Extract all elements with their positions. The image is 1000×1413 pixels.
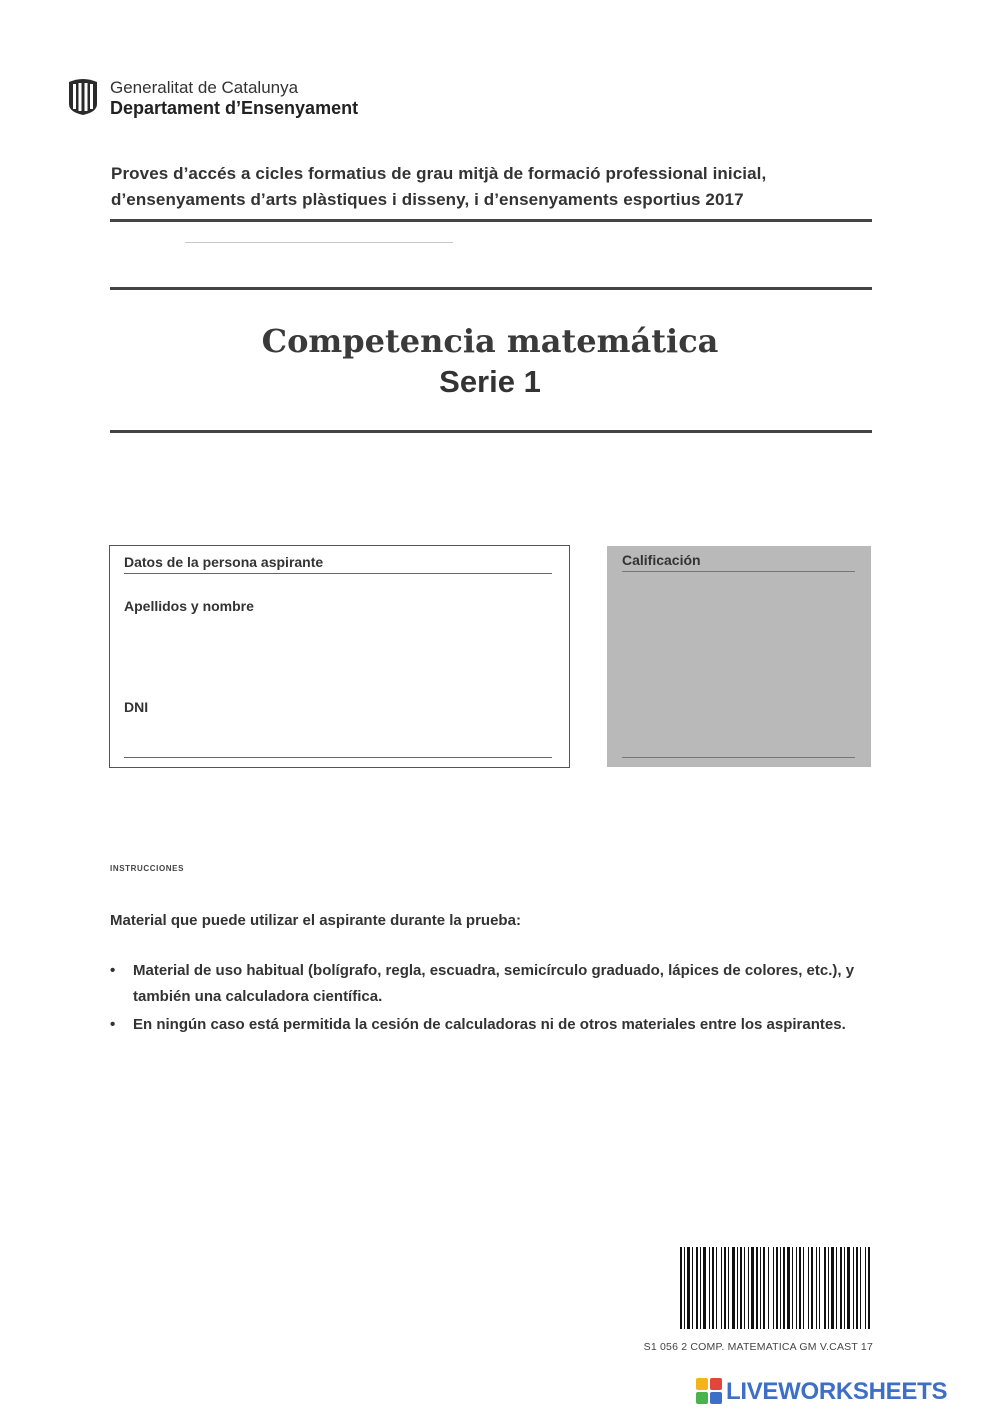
grade-heading-rule	[622, 571, 855, 572]
grade-box	[607, 546, 871, 767]
liveworksheets-logo-icon	[696, 1378, 722, 1404]
page-subtitle: Serie 1	[439, 364, 541, 399]
applicant-heading-rule	[124, 573, 552, 574]
liveworksheets-brand: LIVEWORKSHEETS	[726, 1378, 948, 1405]
header-divider	[110, 219, 872, 222]
list-item: • En ningún caso está permitida la cesión de calculadoras ni de otros materiales entre los aspirantes.	[110, 1016, 846, 1033]
barcode-text: S1 056 2 COMP. MATEMATICA GM V.CAST 17	[643, 1341, 873, 1353]
generalitat-logo-icon	[66, 78, 100, 116]
faint-divider	[185, 242, 453, 243]
org-name-line2: Departament d’Ensenyament	[110, 98, 359, 118]
title-bottom-divider	[110, 430, 872, 433]
list-item: • Material de uso habitual (bolígrafo, regla, escuadra, semicírculo graduado, lápices de colores, etc.), y también una calculadora científica.	[110, 962, 855, 1005]
org-name-line1: Generalitat de Catalunya	[110, 78, 299, 97]
grade-label: Calificación	[622, 552, 701, 568]
title-top-divider	[110, 287, 872, 290]
id-entry-line[interactable]	[124, 757, 552, 758]
barcode-icon	[680, 1247, 872, 1329]
applicant-data-box	[109, 545, 570, 768]
grade-entry-line[interactable]	[622, 757, 855, 758]
name-label: Apellidos y nombre	[124, 598, 254, 614]
applicant-box-heading: Datos de la persona aspirante	[124, 554, 324, 570]
page-title: Competencia matemática	[261, 322, 719, 360]
exam-description-line1: Proves d’accés a cicles formatius de grau mitjà de formació professional inicial,	[111, 164, 767, 183]
exam-description-line2: d’ensenyaments d’arts plàstiques i disseny, i d’ensenyaments esportius 2017	[111, 190, 744, 209]
instructions-heading: instrucciones	[110, 862, 185, 874]
id-label: DNI	[124, 699, 149, 715]
instructions-list	[108, 958, 873, 1040]
instructions-intro: Material que puede utilizar el aspirante durante la prueba:	[110, 912, 521, 929]
